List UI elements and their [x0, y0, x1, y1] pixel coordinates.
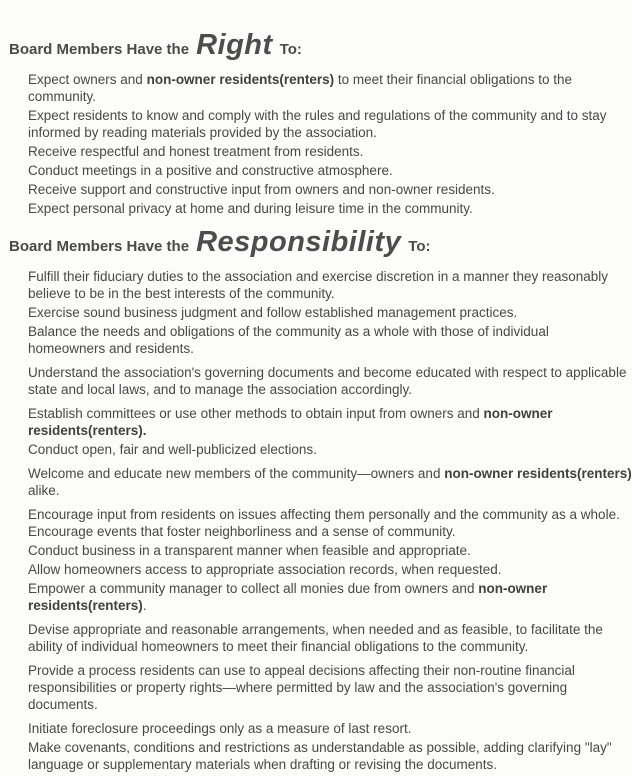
list-item-line: Conduct open, fair and well-publicized elections. — [28, 442, 317, 457]
list-item — [28, 739, 626, 773]
heading-prefix: Board Members Have the — [9, 238, 190, 255]
list-item-line: Fulfill their fiduciary duties to the association and exercise discretion in a manner they reasonably — [28, 269, 609, 284]
list-item-line: alike. — [28, 483, 60, 498]
list-item — [28, 720, 626, 737]
rights-list — [28, 71, 626, 217]
list-item — [28, 181, 626, 198]
list-item-line: Allow homeowners access to appropriate association records, when requested. — [28, 562, 502, 577]
list-item-line: Expect owners and non-owner residents(renters) to meet their financial obligations to the — [28, 72, 573, 87]
responsibilities-list — [28, 268, 632, 773]
list-item — [28, 200, 626, 217]
list-item-line: state and local laws, and to manage the association accordingly. — [28, 382, 412, 397]
list-item — [28, 405, 626, 439]
responsibilities-section — [9, 225, 632, 773]
list-item — [28, 506, 626, 540]
list-item-line: residents(renters). — [28, 598, 147, 613]
list-item — [28, 162, 626, 179]
list-item — [28, 441, 626, 458]
list-item — [28, 621, 626, 655]
list-item-line: Encourage events that foster neighborliness and a sense of community. — [28, 524, 456, 539]
list-item — [28, 465, 632, 499]
list-item — [28, 561, 626, 578]
heading-emphasis: Responsibility — [196, 226, 402, 258]
list-item-line: Expect personal privacy at home and during leisure time in the community. — [28, 201, 473, 216]
heading-suffix: To: — [279, 41, 302, 58]
heading-emphasis: Right — [196, 29, 273, 61]
responsibilities-heading — [9, 225, 626, 264]
list-item-line: Exercise sound business judgment and follow established management practices. — [28, 305, 518, 320]
heading-suffix: To: — [408, 238, 431, 255]
list-item-line: believe to be in the best interests of the community. — [28, 286, 335, 301]
list-item-line: ability of individual homeowners to meet their financial obligations to the community. — [28, 639, 529, 654]
list-item — [28, 143, 626, 160]
rights-heading — [9, 28, 626, 67]
list-item-line: Initiate foreclosure proceedings only as a measure of last resort. — [28, 721, 412, 736]
list-item-line: informed by reading materials provided by the association. — [28, 125, 377, 140]
list-item-line: Empower a community manager to collect all monies due from owners and non-owner — [28, 581, 548, 596]
list-item — [28, 662, 626, 713]
list-item-line: Establish committees or use other methods to obtain input from owners and non-owner — [28, 406, 553, 421]
list-item-line: Conduct meetings in a positive and constructive atmosphere. — [28, 163, 393, 178]
list-item-line: Receive support and constructive input from owners and non-owner residents. — [28, 182, 495, 197]
list-item-line: documents. — [28, 697, 98, 712]
list-item-line: Welcome and educate new members of the community—owners and non-owner residents(renters) — [28, 466, 632, 481]
list-item-line: community. — [28, 89, 97, 104]
list-item-line: residents(renters). — [28, 423, 147, 438]
list-item — [28, 364, 626, 398]
list-item-line: Expect residents to know and comply with the rules and regulations of the community and to stay — [28, 108, 607, 123]
list-item-line: Receive respectful and honest treatment from residents. — [28, 144, 364, 159]
rights-section — [9, 28, 626, 217]
list-item — [28, 107, 626, 141]
list-item-line: Encourage input from residents on issues affecting them personally and the community as a whole. — [28, 507, 620, 522]
list-item-line: Devise appropriate and reasonable arrangements, when needed and as feasible, to facilitate the — [28, 622, 603, 637]
list-item-line: responsibilities or property rights—where permitted by law and the association's governing — [28, 680, 568, 695]
list-item-line: Provide a process residents can use to appeal decisions affecting their non-routine financial — [28, 663, 575, 678]
list-item-line: Make covenants, conditions and restrictions as understandable as possible, adding clarifying "lay" — [28, 740, 612, 755]
list-item-line: Understand the association's governing documents and become educated with respect to applicable — [28, 365, 627, 380]
list-item — [28, 542, 626, 559]
list-item — [28, 323, 626, 357]
list-item-line: language or supplementary materials when drafting or revising the documents. — [28, 757, 498, 772]
list-item — [28, 268, 626, 302]
list-item — [28, 71, 626, 105]
list-item-line: homeowners and residents. — [28, 341, 194, 356]
heading-prefix: Board Members Have the — [9, 41, 190, 58]
list-item — [28, 304, 626, 321]
list-item — [28, 580, 626, 614]
list-item-line: Conduct business in a transparent manner when feasible and appropriate. — [28, 543, 471, 558]
list-item-line: Balance the needs and obligations of the community as a whole with those of individual — [28, 324, 549, 339]
